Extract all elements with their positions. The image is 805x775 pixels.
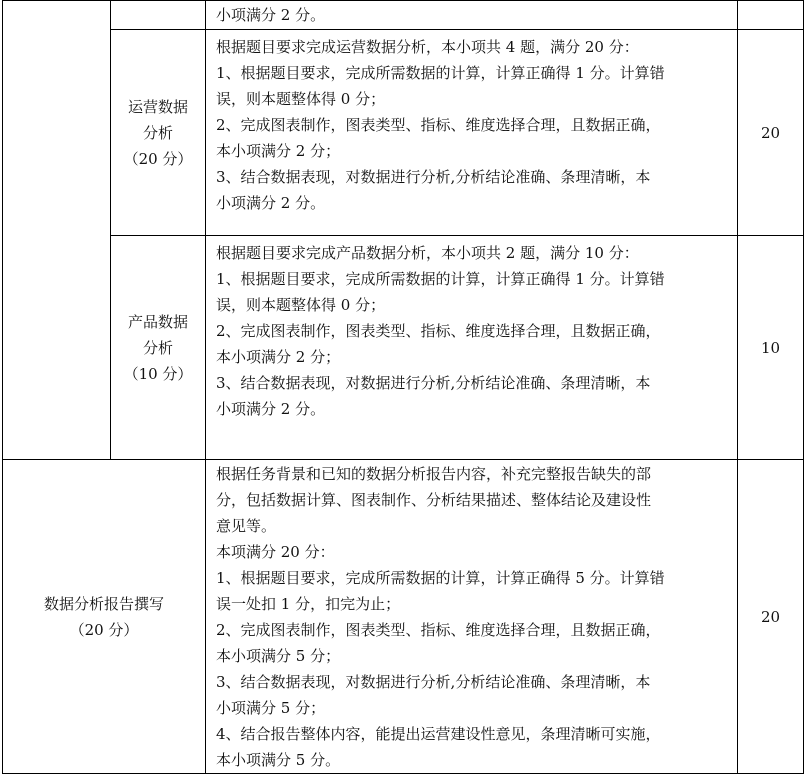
criteria-line: 3、结合数据表现，对数据进行分析,分析结论准确、条理清晰，本 bbox=[216, 374, 651, 392]
subitem-name-cell-continued bbox=[111, 1, 206, 30]
score-ops-analysis: 20 bbox=[738, 30, 804, 236]
score-product-analysis: 10 bbox=[738, 236, 804, 460]
criteria-line: 根据任务背景和已知的数据分析报告内容，补充完整报告缺失的部 bbox=[216, 465, 652, 483]
criteria-line: 小项满分 2 分。 bbox=[216, 400, 326, 418]
criteria-product-analysis bbox=[206, 236, 738, 460]
table-row-continued bbox=[3, 1, 804, 30]
criteria-line: 2、完成图表制作，图表类型、指标、维度选择合理，且数据正确， bbox=[216, 322, 661, 340]
criteria-cell-continued bbox=[206, 1, 738, 30]
table-row-report-writing bbox=[3, 460, 804, 774]
criteria-line: 意见等。 bbox=[216, 517, 277, 535]
criteria-line: 分，包括数据计算、图表制作、分析结果描述、整体结论及建设性 bbox=[216, 491, 652, 509]
criteria-line: 小项满分 2 分。 bbox=[216, 194, 326, 212]
table-row-ops-analysis bbox=[3, 30, 804, 236]
scoring-rubric-table bbox=[2, 0, 804, 774]
subitem-name-line: 分析 bbox=[142, 338, 173, 357]
category-report-writing bbox=[3, 460, 206, 774]
criteria-line: 4、结合报告整体内容，能提出运营建设性意见，条理清晰可实施， bbox=[216, 725, 661, 743]
subitem-points: （20 分） bbox=[123, 149, 193, 168]
criteria-line: 本小项满分 5 分。 bbox=[216, 751, 341, 769]
criteria-line: 本小项满分 5 分； bbox=[216, 647, 341, 665]
subitem-name-line: 产品数据 bbox=[127, 312, 188, 331]
criteria-line: 小项满分 2 分。 bbox=[216, 6, 326, 24]
criteria-line: 2、完成图表制作，图表类型、指标、维度选择合理，且数据正确， bbox=[216, 621, 661, 639]
table-row-product-analysis bbox=[3, 236, 804, 460]
category-cell-continued bbox=[3, 1, 111, 460]
subitem-points: （10 分） bbox=[123, 364, 193, 383]
criteria-line: 误一处扣 1 分，扣完为止； bbox=[216, 595, 401, 613]
subitem-name-line: 分析 bbox=[142, 123, 173, 142]
criteria-ops-analysis bbox=[206, 30, 738, 236]
category-points: （20 分） bbox=[69, 620, 139, 639]
score-cell-continued bbox=[738, 1, 804, 30]
criteria-line: 根据题目要求完成运营数据分析，本小项共 4 题，满分 20 分： bbox=[216, 38, 639, 56]
subitem-name-ops-analysis bbox=[111, 30, 206, 236]
criteria-line: 小项满分 5 分； bbox=[216, 699, 326, 717]
criteria-line: 2、完成图表制作，图表类型、指标、维度选择合理，且数据正确， bbox=[216, 116, 661, 134]
criteria-line: 1、根据题目要求，完成所需数据的计算，计算正确得 1 分。计算错 bbox=[216, 270, 665, 288]
criteria-line: 3、结合数据表现，对数据进行分析,分析结论准确、条理清晰，本 bbox=[216, 168, 651, 186]
criteria-report-writing bbox=[206, 460, 738, 774]
criteria-line: 误，则本题整体得 0 分； bbox=[216, 296, 386, 314]
subitem-name-line: 运营数据 bbox=[127, 97, 188, 116]
criteria-line: 本项满分 20 分： bbox=[216, 543, 335, 561]
criteria-line: 误，则本题整体得 0 分； bbox=[216, 90, 386, 108]
criteria-line: 3、结合数据表现，对数据进行分析,分析结论准确、条理清晰，本 bbox=[216, 673, 651, 691]
criteria-line: 1、根据题目要求，完成所需数据的计算，计算正确得 1 分。计算错 bbox=[216, 64, 665, 82]
criteria-line: 根据题目要求完成产品数据分析，本小项共 2 题，满分 10 分： bbox=[216, 244, 639, 262]
criteria-line: 本小项满分 2 分； bbox=[216, 142, 341, 160]
category-name: 数据分析报告撰写 bbox=[43, 594, 164, 613]
subitem-name-product-analysis bbox=[111, 236, 206, 460]
criteria-line: 本小项满分 2 分； bbox=[216, 348, 341, 366]
score-report-writing: 20 bbox=[738, 460, 804, 774]
criteria-line: 1、根据题目要求，完成所需数据的计算，计算正确得 5 分。计算错 bbox=[216, 569, 665, 587]
